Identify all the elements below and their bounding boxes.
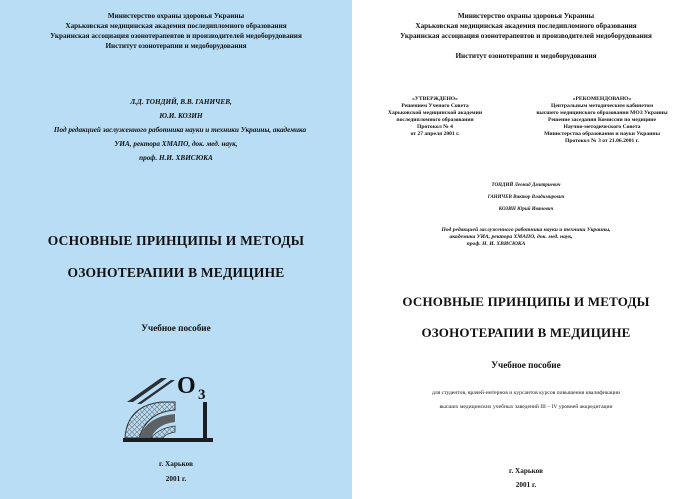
logo-o-letter: O bbox=[177, 373, 196, 399]
recommended-line: Научно-методического Совета bbox=[563, 124, 641, 130]
cover-city: г. Харьков bbox=[159, 460, 193, 468]
title-institute: Институт озонотерапии и медоборудования bbox=[455, 52, 597, 60]
author-tondiy: ТОНДИЙ Леонид Дмитриевич bbox=[491, 183, 561, 188]
cover-association: Украинская ассоциация озонотерапевтов и производителей медоборудования bbox=[50, 32, 302, 40]
recommended-line: Министерства образования и науки Украины bbox=[544, 131, 660, 137]
approved-line: Харьковской медицинской академии bbox=[387, 110, 483, 116]
recommended-line: Решение заседания Комиссии по медицине bbox=[547, 117, 656, 123]
cover-editor-line2: УИА, ректора ХМАПО, док. мед. наук, bbox=[114, 140, 238, 148]
audience-line1: для студентов, врачей-интернов и курсантов курсов повышения квалификации bbox=[432, 390, 620, 396]
cover-title-line2: ОЗОНОТЕРАПИИ В МЕДИЦИНЕ bbox=[67, 265, 285, 280]
title-association: Украинская ассоциация озонотерапевтов и производителей медоборудования bbox=[400, 32, 652, 40]
cover-subtitle: Учебное пособие bbox=[141, 323, 211, 333]
title-main-line1: ОСНОВНЫЕ ПРИНЦИПЫ И МЕТОДЫ bbox=[402, 294, 650, 309]
cover-editor-line3: проф. Н.И. ХВИСЮКА bbox=[139, 154, 213, 162]
recommended-block bbox=[512, 96, 692, 145]
title-editor-line3: проф. Н. И. ХВИСЮКА bbox=[466, 241, 526, 247]
approved-heading: «УТВЕРЖДЕНО» bbox=[412, 96, 458, 102]
title-main-line2: ОЗОНОТЕРАПИИ В МЕДИЦИНЕ bbox=[421, 325, 631, 340]
author-ganichev: ГАНИЧЕВ Виктор Владимирович bbox=[487, 195, 565, 200]
logo-subscript: 3 bbox=[198, 387, 206, 403]
approved-block bbox=[360, 96, 510, 138]
title-city: г. Харьков bbox=[509, 467, 543, 475]
title-subtitle: Учебное пособие bbox=[491, 360, 561, 370]
cover-title-line1: ОСНОВНЫЕ ПРИНЦИПЫ И МЕТОДЫ bbox=[47, 233, 305, 248]
approved-line: Решением Ученого Совета bbox=[401, 103, 469, 109]
audience-line2: высших медицинских учебных заведений III – IV уровней аккредитации bbox=[439, 404, 613, 410]
title-editor-line1: Под редакцией заслуженного работника науки и техники Украины, bbox=[441, 227, 611, 233]
recommended-line: высшего медицинского образования МОЗ Украины bbox=[536, 110, 668, 116]
title-year: 2001 г. bbox=[515, 481, 537, 489]
cover-editor-line1: Под редакцией заслуженного работника науки и техники Украины, академика bbox=[53, 126, 307, 134]
approved-line: Протокол № 4 bbox=[417, 124, 453, 130]
cover-ministry: Министерство охраны здоровья Украины bbox=[107, 12, 245, 20]
cover-institute: Институт озонотерапии и медоборудования bbox=[105, 42, 247, 50]
author-kozin: КОЗИН Юрий Иванович bbox=[498, 207, 554, 212]
recommended-line: Протокол № 3 от 21.06.2001 г. bbox=[564, 138, 640, 144]
approved-line: от 27 апреля 2001 г. bbox=[410, 131, 460, 137]
title-academy: Харьковская медицинская академия последипломного образования bbox=[415, 22, 637, 30]
ozone-logo bbox=[117, 372, 217, 444]
recommended-heading: «РЕКОМЕНДОВАНО» bbox=[572, 96, 632, 102]
title-ministry: Министерство охраны здоровья Украины bbox=[457, 12, 595, 20]
title-editor-line2: академика УИА, ректора ХМАПО, док. мед. наук, bbox=[449, 234, 573, 240]
recommended-line: Центральным методическим кабинетом bbox=[550, 103, 654, 109]
cover-authors-line2: Ю.И. КОЗИН bbox=[159, 112, 203, 120]
approved-line: последипломного образования bbox=[396, 117, 474, 123]
cover-academy: Харьковская медицинская академия последипломного образования bbox=[65, 22, 287, 30]
ozone-logo-icon bbox=[117, 372, 217, 444]
cover-authors-line1: Л.Д. ТОНДИЙ, В.В. ГАНИЧЕВ, bbox=[130, 98, 232, 106]
cover-year: 2001 г. bbox=[165, 475, 187, 483]
title-page bbox=[352, 0, 700, 499]
